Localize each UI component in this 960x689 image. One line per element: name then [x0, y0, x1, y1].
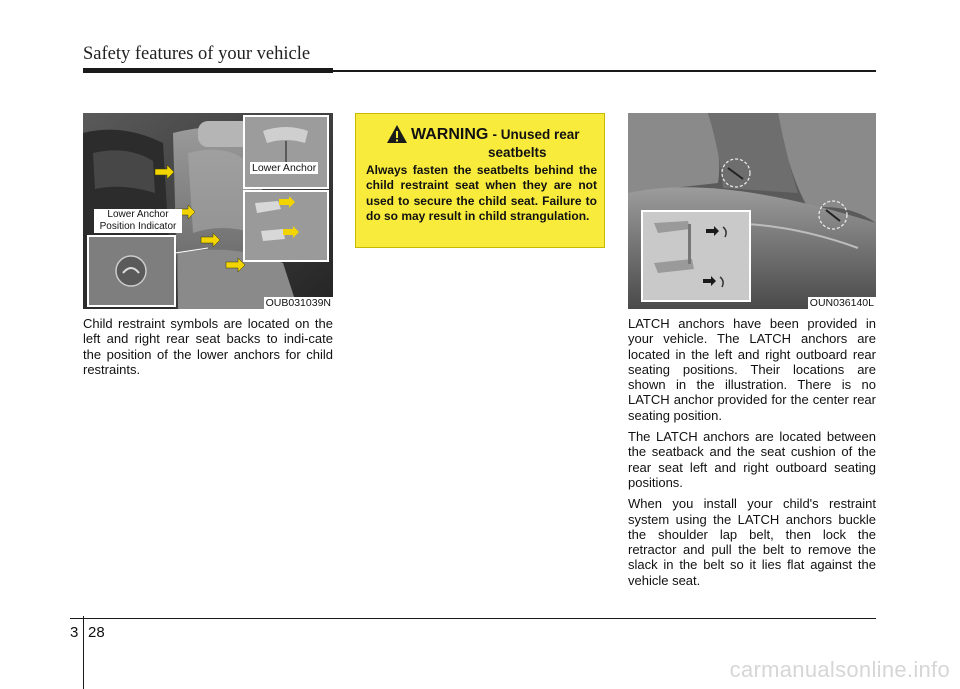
paragraph: Child restraint symbols are located on the left and right rear seat backs to indi-cate the position of the lower anchors for child restraints.	[83, 316, 333, 377]
warning-box	[355, 113, 605, 248]
callout-lower-anchor: Lower Anchor	[252, 162, 317, 174]
right-body-text	[628, 316, 876, 594]
latch-seat-illustration	[628, 113, 876, 309]
figure-code: OUB031039N	[265, 297, 331, 309]
footer-rule-vertical	[83, 616, 84, 689]
warning-topic-line-1: - Unused rear	[492, 127, 580, 142]
paragraph: When you install your child's restraint system using the LATCH anchors buckle the shoulder lap belt, then lock the retractor and pull the belt to remove the slack in the belt so it lies flat against the vehicle seat.	[628, 496, 876, 588]
figure-latch-anchors	[628, 113, 876, 309]
warning-triangle-icon	[386, 124, 408, 144]
warning-topic-line-2: seatbelts	[488, 145, 547, 160]
watermark: carmanualsonline.info	[729, 657, 950, 682]
callout-indicator-line-1: Lower Anchor	[107, 209, 169, 220]
page-number: 28	[88, 624, 105, 641]
callout-lower-anchor-indicator	[94, 209, 182, 233]
header-rule-thick	[83, 68, 333, 73]
paragraph: The LATCH anchors are located between the seatback and the seat cushion of the rear seat left and right outboard seating positions.	[628, 429, 876, 490]
chapter-number: 3	[70, 624, 79, 641]
warning-label: WARNING	[411, 126, 489, 143]
paragraph: LATCH anchors have been provided in your vehicle. The LATCH anchors are located in the left and right outboard rear seating positions. Their locations are shown in the illustration. There is no LATCH anchor provided for the center rear seating position.	[628, 316, 876, 423]
warning-title	[411, 127, 601, 143]
figure-code: OUN036140L	[809, 297, 874, 309]
header-rule-thin	[333, 70, 876, 72]
left-body-text	[83, 316, 333, 383]
footer-rule-horizontal	[70, 618, 876, 619]
figure-child-restraint-symbols	[83, 113, 333, 309]
page-header-title: Safety features of your vehicle	[83, 44, 311, 64]
warning-text: Always fasten the seatbelts behind the child restraint seat when they are not used to secure the child seat. Failure to do so may result in child strangulation.	[366, 163, 597, 224]
callout-indicator-line-2: Position Indicator	[99, 221, 177, 232]
